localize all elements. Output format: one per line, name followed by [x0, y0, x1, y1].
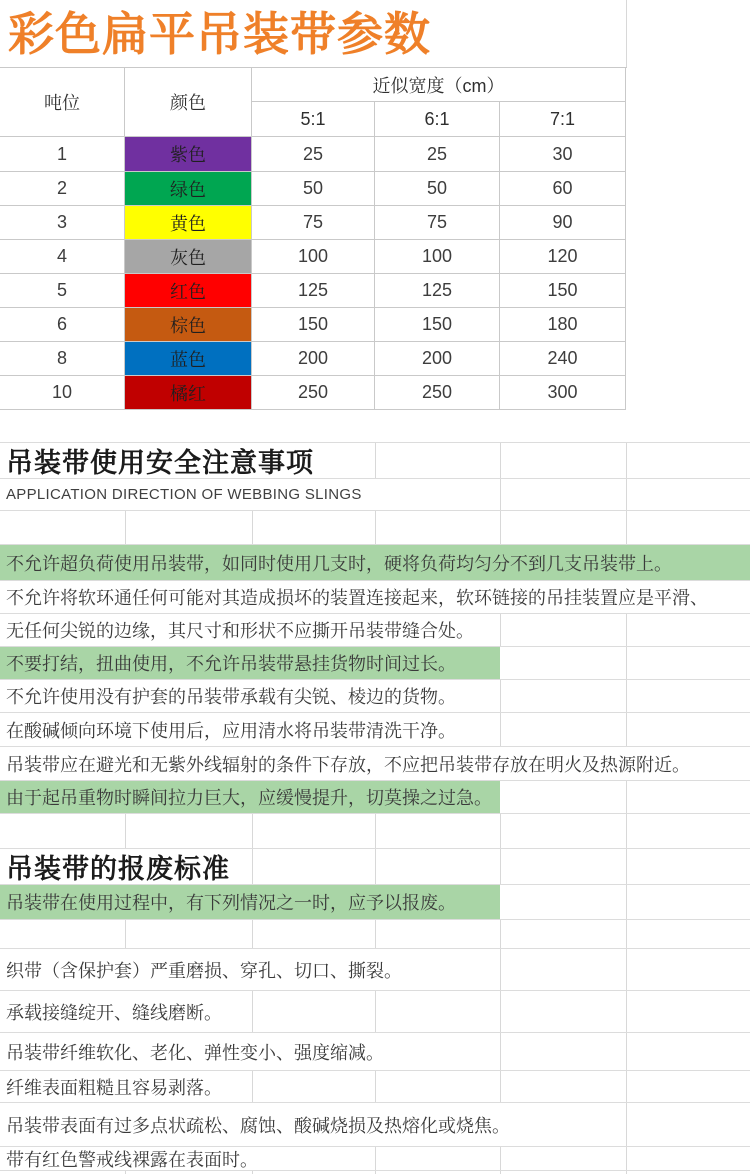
- gridline: [500, 511, 501, 544]
- gridline: [125, 920, 126, 948]
- gridline: [626, 991, 627, 1032]
- empty-row: [0, 920, 750, 949]
- gridline: [375, 1071, 376, 1102]
- cell-tonnage: 3: [0, 206, 125, 240]
- cell-width-7:1: 30: [500, 137, 626, 172]
- title-row: [0, 0, 750, 67]
- row-text: 带有红色警戒线裸露在表面时。: [6, 1149, 258, 1170]
- gridline: [626, 443, 627, 478]
- gridline: [375, 1147, 376, 1170]
- cell-width-5:1: 150: [252, 308, 375, 342]
- cell-width-6:1: 125: [375, 274, 500, 308]
- gridline: [500, 614, 501, 646]
- cell-tonnage: 5: [0, 274, 125, 308]
- cell-width-7:1: 120: [500, 240, 626, 274]
- section-heading: 吊装带使用安全注意事项: [6, 448, 314, 478]
- gridline: [500, 1071, 501, 1102]
- text-row: [0, 713, 750, 747]
- gridline: [500, 680, 501, 712]
- cell-color-swatch: 橘红: [125, 376, 252, 410]
- cell-tonnage: 10: [0, 376, 125, 410]
- gridline: [375, 920, 376, 948]
- row-text: 由于起吊重物时瞬间拉力巨大，应缓慢提升，切莫操之过急。: [6, 788, 492, 808]
- gridline: [252, 991, 253, 1032]
- cell-width-7:1: 300: [500, 376, 626, 410]
- table-row: [0, 342, 627, 376]
- gridline: [375, 991, 376, 1032]
- gridline: [252, 511, 253, 544]
- text-row: [0, 680, 750, 713]
- text-row: [0, 747, 750, 781]
- cell-width-7:1: 90: [500, 206, 626, 240]
- param-table-header: [0, 68, 627, 137]
- cell-width-7:1: 180: [500, 308, 626, 342]
- text-row: [0, 949, 750, 991]
- gridline: [626, 0, 627, 67]
- gridline: [626, 1071, 627, 1102]
- text-row: [0, 885, 750, 920]
- row-text: 不要打结，扭曲使用，不允许吊装带悬挂货物时间过长。: [6, 654, 456, 674]
- cell-width-5:1: 75: [252, 206, 375, 240]
- gridline: [626, 511, 627, 544]
- row-text: 不允许超负荷使用吊装带，如同时使用几支时，硬将负荷均匀分不到几支吊装带上。: [6, 553, 672, 574]
- text-row: [0, 1071, 750, 1103]
- empty-row: [0, 814, 750, 849]
- cell-width-6:1: 25: [375, 137, 500, 172]
- gridline: [500, 443, 501, 478]
- text-row: [0, 545, 750, 581]
- cell-color-swatch: 灰色: [125, 240, 252, 274]
- cell-tonnage: 6: [0, 308, 125, 342]
- cell-width-6:1: 75: [375, 206, 500, 240]
- gridline: [626, 1103, 627, 1146]
- page-title: 彩色扁平吊装带参数: [8, 7, 431, 60]
- row-text: 吊装带纤维软化、老化、弹性变小、强度缩减。: [6, 1042, 384, 1063]
- text-row: [0, 647, 750, 680]
- text-row: [0, 991, 750, 1033]
- gridline: [626, 885, 627, 919]
- cell-tonnage: 8: [0, 342, 125, 376]
- cell-color-swatch: 红色: [125, 274, 252, 308]
- empty-row: [0, 511, 750, 545]
- gridline: [375, 814, 376, 848]
- gridline: [125, 511, 126, 544]
- section-subheading-row: [0, 479, 750, 511]
- row-text: 承载接缝绽开、缝线磨断。: [6, 1002, 222, 1023]
- table-row: [0, 376, 627, 410]
- gridline: [500, 849, 501, 884]
- gridline: [626, 713, 627, 746]
- col-header-ratio-7-1: 7:1: [500, 102, 626, 137]
- gridline: [626, 849, 627, 884]
- gridline: [626, 949, 627, 990]
- row-text: 无任何尖锐的边缘，其尺寸和形状不应撕开吊装带缝合处。: [6, 621, 474, 641]
- text-row: [0, 1103, 750, 1147]
- cell-tonnage: 1: [0, 137, 125, 172]
- cell-width-5:1: 200: [252, 342, 375, 376]
- gridline: [500, 814, 501, 848]
- cell-color-swatch: 棕色: [125, 308, 252, 342]
- row-text: 吊装带应在避光和无紫外线辐射的条件下存放，不应把吊装带存放在明火及热源附近。: [6, 754, 690, 775]
- empty-row: [0, 410, 750, 443]
- col-header-color: 颜色: [125, 68, 252, 137]
- cell-color-swatch: 绿色: [125, 172, 252, 206]
- content-rows: [0, 410, 750, 1174]
- cell-color-swatch: 蓝色: [125, 342, 252, 376]
- row-text: 吊装带表面有过多点状疏松、腐蚀、酸碱烧损及热熔化或烧焦。: [6, 1115, 510, 1136]
- row-text: 在酸碱倾向环境下使用后，应用清水将吊装带清洗干净。: [6, 720, 456, 741]
- cell-width-5:1: 125: [252, 274, 375, 308]
- table-row: [0, 172, 627, 206]
- cell-tonnage: 4: [0, 240, 125, 274]
- cell-width-7:1: 150: [500, 274, 626, 308]
- gridline: [626, 920, 627, 948]
- section-heading: 吊装带的报废标准: [6, 854, 230, 884]
- text-row: [0, 1033, 750, 1071]
- col-header-ratio-5-1: 5:1: [252, 102, 375, 137]
- cell-width-6:1: 100: [375, 240, 500, 274]
- row-text: 织带（含保护套）严重磨损、穿孔、切口、撕裂。: [6, 960, 402, 981]
- gridline: [626, 479, 627, 510]
- gridline: [626, 614, 627, 646]
- gridline: [500, 1033, 501, 1070]
- gridline: [252, 849, 253, 884]
- col-header-tonnage: 吨位: [0, 68, 125, 137]
- text-row: [0, 581, 750, 614]
- table-row: [0, 274, 627, 308]
- gridline: [626, 1033, 627, 1070]
- cell-width-7:1: 60: [500, 172, 626, 206]
- gridline: [500, 920, 501, 948]
- gridline: [375, 849, 376, 884]
- cell-width-5:1: 250: [252, 376, 375, 410]
- table-row: [0, 137, 627, 172]
- cell-color-swatch: 紫色: [125, 137, 252, 172]
- cell-width-5:1: 100: [252, 240, 375, 274]
- cell-width-7:1: 240: [500, 342, 626, 376]
- cell-width-6:1: 250: [375, 376, 500, 410]
- table-row: [0, 206, 627, 240]
- cell-width-5:1: 25: [252, 137, 375, 172]
- gridline: [375, 443, 376, 478]
- gridline: [626, 781, 627, 813]
- col-header-ratio-6-1: 6:1: [375, 102, 500, 137]
- gridline: [626, 1147, 627, 1170]
- gridline: [500, 991, 501, 1032]
- gridline: [626, 647, 627, 679]
- section-subheading: APPLICATION DIRECTION OF WEBBING SLINGS: [6, 486, 362, 503]
- cell-width-5:1: 50: [252, 172, 375, 206]
- cell-width-6:1: 50: [375, 172, 500, 206]
- section-heading-row: [0, 849, 750, 885]
- gridline: [500, 479, 501, 510]
- gridline: [252, 814, 253, 848]
- param-table: [0, 67, 627, 410]
- text-row: [0, 614, 750, 647]
- param-table-body: [0, 137, 627, 410]
- gridline: [375, 511, 376, 544]
- gridline: [500, 713, 501, 746]
- row-text: 不允许使用没有护套的吊装带承载有尖锐、棱边的货物。: [6, 687, 456, 707]
- cell-width-6:1: 150: [375, 308, 500, 342]
- cell-width-6:1: 200: [375, 342, 500, 376]
- gridline: [252, 1071, 253, 1102]
- gridline: [626, 680, 627, 712]
- gridline: [500, 949, 501, 990]
- gridline: [252, 920, 253, 948]
- text-row: [0, 1147, 750, 1171]
- text-row: [0, 781, 750, 814]
- row-text: 纤维表面粗糙且容易剥落。: [6, 1077, 222, 1098]
- row-text: 不允许将软环通任何可能对其造成损坏的装置连接起来，软环链接的吊挂装置应是平滑、: [6, 588, 708, 608]
- col-header-width-group: 近似宽度（cm）: [252, 68, 626, 102]
- cell-color-swatch: 黄色: [125, 206, 252, 240]
- table-row: [0, 308, 627, 342]
- gridline: [626, 814, 627, 848]
- gridline: [125, 814, 126, 848]
- row-text: 吊装带在使用过程中，有下列情况之一时，应予以报废。: [6, 893, 456, 913]
- gridline: [500, 1147, 501, 1170]
- section-heading-row: [0, 443, 750, 479]
- table-row: [0, 240, 627, 274]
- cell-tonnage: 2: [0, 172, 125, 206]
